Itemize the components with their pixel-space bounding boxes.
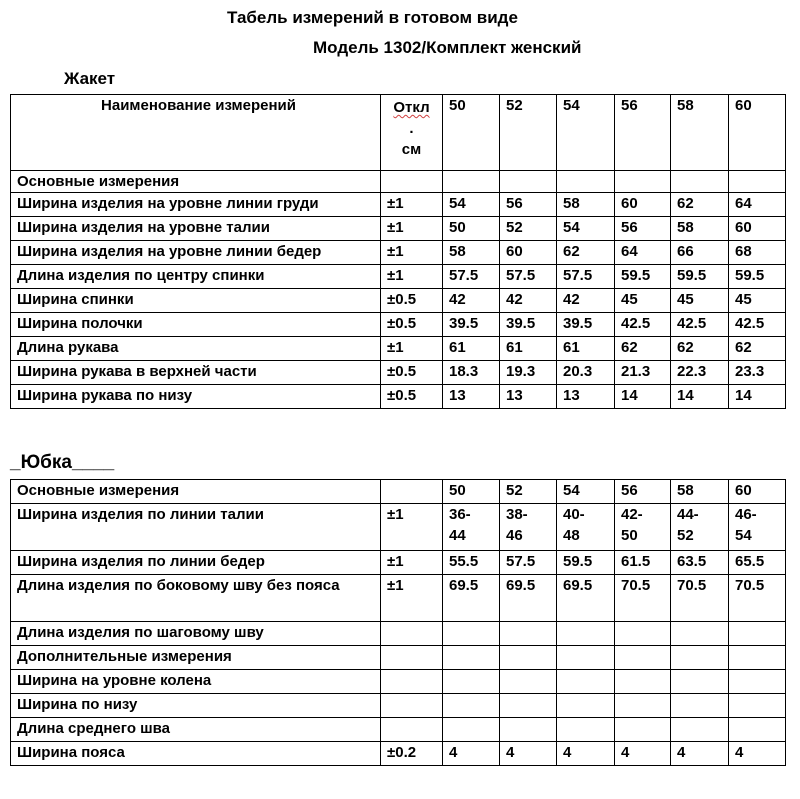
tolerance-cell: ±0.5: [381, 289, 443, 313]
size-value: [615, 694, 671, 718]
size-value: [500, 670, 557, 694]
size-value: [443, 646, 500, 670]
table-row: [11, 575, 786, 622]
jacket-measurements-table: [10, 94, 786, 409]
tolerance-cell: ±1: [381, 265, 443, 289]
size-value: 70.5: [671, 575, 729, 622]
jacket-section-row: [11, 171, 786, 193]
size-value: 69.5: [557, 575, 615, 622]
table-row: [11, 217, 786, 241]
document-subtitle: Модель 1302/Комплект женский: [313, 38, 582, 57]
size-value: 61: [557, 337, 615, 361]
size-value: 22.3: [671, 361, 729, 385]
size-header: 58: [671, 95, 729, 171]
size-value: 61: [443, 337, 500, 361]
size-value: 63.5: [671, 551, 729, 575]
size-value: [500, 718, 557, 742]
size-header: 50: [443, 95, 500, 171]
measurement-name: Ширина рукава по низу: [11, 385, 381, 409]
size-value: [729, 622, 786, 646]
size-value: 57.5: [500, 551, 557, 575]
size-value: 39.5: [557, 313, 615, 337]
size-value-line: 38-: [506, 506, 528, 523]
measurement-name: Ширина спинки: [11, 289, 381, 313]
tolerance-cell: ±1: [381, 217, 443, 241]
size-value: 4: [671, 742, 729, 766]
skirt-measurements-table: [10, 479, 786, 766]
size-value-line: 36-: [449, 506, 471, 523]
empty-cell: [381, 480, 443, 504]
size-value: [615, 504, 671, 551]
size-value: [615, 622, 671, 646]
measurement-name: Ширина изделия на уровне талии: [11, 217, 381, 241]
empty-cell: [443, 171, 500, 193]
table-row: [11, 337, 786, 361]
measurement-name: Длина изделия по центру спинки: [11, 265, 381, 289]
size-value: 42: [443, 289, 500, 313]
tolerance-cell: [381, 670, 443, 694]
table-row: [11, 361, 786, 385]
size-value: 19.3: [500, 361, 557, 385]
tolerance-cell: ±0.5: [381, 385, 443, 409]
size-value: 20.3: [557, 361, 615, 385]
size-value: 4: [729, 742, 786, 766]
size-value: 55.5: [443, 551, 500, 575]
size-value: 69.5: [500, 575, 557, 622]
size-value: [500, 622, 557, 646]
size-value: [500, 694, 557, 718]
table-row: [11, 193, 786, 217]
size-value: 62: [671, 193, 729, 217]
size-value: [557, 504, 615, 551]
tolerance-cell: [381, 622, 443, 646]
size-value: 42.5: [729, 313, 786, 337]
size-value: 58: [671, 217, 729, 241]
measurement-name: Ширина изделия по линии бедер: [11, 551, 381, 575]
size-value: 62: [557, 241, 615, 265]
size-value: 70.5: [729, 575, 786, 622]
size-value: 56: [615, 217, 671, 241]
size-value: 64: [615, 241, 671, 265]
tolerance-cell: [381, 694, 443, 718]
size-value: 61.5: [615, 551, 671, 575]
size-value: 4: [500, 742, 557, 766]
table-row: [11, 385, 786, 409]
measurement-name: Длина рукава: [11, 337, 381, 361]
size-value: 66: [671, 241, 729, 265]
jacket-header-row: [11, 95, 786, 171]
size-value: [671, 670, 729, 694]
size-value: [557, 622, 615, 646]
empty-cell: [671, 171, 729, 193]
table-row: [11, 241, 786, 265]
size-value: 60: [500, 241, 557, 265]
measurement-name: Ширина рукава в верхней части: [11, 361, 381, 385]
size-value: 4: [443, 742, 500, 766]
size-value: [443, 504, 500, 551]
size-value-line: 48: [563, 527, 580, 544]
table-row: [11, 265, 786, 289]
tolerance-cell: ±1: [381, 551, 443, 575]
tolerance-cell: ±0.2: [381, 742, 443, 766]
table-row: [11, 622, 786, 646]
measurement-name: Ширина по низу: [11, 694, 381, 718]
size-value: 42: [557, 289, 615, 313]
size-value-line: 44-: [677, 506, 699, 523]
tolerance-header-line3: см: [401, 141, 422, 158]
size-value: 14: [729, 385, 786, 409]
size-header: 56: [615, 480, 671, 504]
size-value: 42: [500, 289, 557, 313]
size-value: 65.5: [729, 551, 786, 575]
tolerance-cell: ±1: [381, 337, 443, 361]
skirt-rows: [11, 504, 786, 766]
size-value: 23.3: [729, 361, 786, 385]
size-value: [557, 646, 615, 670]
size-value: 39.5: [500, 313, 557, 337]
size-value: [443, 694, 500, 718]
tolerance-header: [381, 95, 443, 171]
table-row: [11, 694, 786, 718]
size-value: [500, 504, 557, 551]
size-value: [729, 718, 786, 742]
empty-cell: [557, 171, 615, 193]
size-value: [671, 622, 729, 646]
tolerance-cell: ±1: [381, 241, 443, 265]
size-value: 39.5: [443, 313, 500, 337]
size-value: [443, 718, 500, 742]
size-value: [615, 646, 671, 670]
size-value: [443, 622, 500, 646]
measurement-name: Длина среднего шва: [11, 718, 381, 742]
tolerance-cell: [381, 646, 443, 670]
size-value: 62: [729, 337, 786, 361]
size-value: 57.5: [500, 265, 557, 289]
size-header: 52: [500, 480, 557, 504]
measurement-name: Дополнительные измерения: [11, 646, 381, 670]
tolerance-cell: ±1: [381, 575, 443, 622]
size-value: [729, 504, 786, 551]
size-value: 58: [557, 193, 615, 217]
size-header: 58: [671, 480, 729, 504]
table-row: [11, 742, 786, 766]
section-label: Основные измерения: [11, 480, 381, 504]
size-value: 4: [557, 742, 615, 766]
size-header: 54: [557, 480, 615, 504]
size-value: 62: [615, 337, 671, 361]
tolerance-cell: ±1: [381, 504, 443, 551]
size-value-line: 40-: [563, 506, 585, 523]
measurement-name: Ширина изделия на уровне линии груди: [11, 193, 381, 217]
size-value: 69.5: [443, 575, 500, 622]
size-value: 61: [500, 337, 557, 361]
size-value: 54: [443, 193, 500, 217]
empty-cell: [729, 171, 786, 193]
size-value: 45: [729, 289, 786, 313]
size-header: 60: [729, 480, 786, 504]
size-value: 42.5: [615, 313, 671, 337]
size-value: [671, 694, 729, 718]
size-value: 57.5: [443, 265, 500, 289]
tolerance-header-line2: .: [409, 120, 414, 137]
skirt-heading: _Юбка____: [10, 452, 115, 473]
size-value-line: 46-: [735, 506, 757, 523]
size-value-line: 52: [677, 527, 694, 544]
measurement-name-header: Наименование измерений: [11, 95, 381, 171]
size-value: 14: [671, 385, 729, 409]
measurement-name: Ширина пояса: [11, 742, 381, 766]
size-value: 59.5: [615, 265, 671, 289]
size-value: [557, 670, 615, 694]
tolerance-cell: ±0.5: [381, 361, 443, 385]
empty-cell: [500, 171, 557, 193]
tolerance-cell: ±0.5: [381, 313, 443, 337]
size-value: 68: [729, 241, 786, 265]
size-value: 18.3: [443, 361, 500, 385]
size-value: [671, 718, 729, 742]
table-row: [11, 718, 786, 742]
size-header: 52: [500, 95, 557, 171]
size-value: 60: [729, 217, 786, 241]
size-value: 50: [443, 217, 500, 241]
size-value: 58: [443, 241, 500, 265]
size-value: [557, 718, 615, 742]
size-value: [671, 646, 729, 670]
size-value: 54: [557, 217, 615, 241]
section-label: Основные измерения: [11, 171, 381, 193]
tolerance-cell: [381, 718, 443, 742]
measurement-name: Ширина изделия по линии талии: [11, 504, 381, 551]
empty-cell: [615, 171, 671, 193]
size-value: 62: [671, 337, 729, 361]
table-row: [11, 551, 786, 575]
size-value-line: 46: [506, 527, 523, 544]
table-row: [11, 646, 786, 670]
size-header: 50: [443, 480, 500, 504]
table-row: [11, 289, 786, 313]
size-value: 45: [615, 289, 671, 313]
size-value: 57.5: [557, 265, 615, 289]
table-row: [11, 504, 786, 551]
size-value: 59.5: [729, 265, 786, 289]
measurement-name: Ширина изделия на уровне линии бедер: [11, 241, 381, 265]
size-value: [729, 694, 786, 718]
size-value: 4: [615, 742, 671, 766]
size-value: 52: [500, 217, 557, 241]
size-value: [500, 646, 557, 670]
size-value: 59.5: [671, 265, 729, 289]
size-value: 13: [500, 385, 557, 409]
size-value: [671, 504, 729, 551]
size-header: 60: [729, 95, 786, 171]
size-value-line: 54: [735, 527, 752, 544]
table-row: [11, 313, 786, 337]
size-value-line: 42-: [621, 506, 643, 523]
measurement-name: Длина изделия по боковому шву без пояса: [11, 575, 381, 622]
size-value: 56: [500, 193, 557, 217]
size-value: 64: [729, 193, 786, 217]
size-value: 13: [557, 385, 615, 409]
size-value: 45: [671, 289, 729, 313]
jacket-rows: [11, 193, 786, 409]
size-value: [615, 718, 671, 742]
size-value: 70.5: [615, 575, 671, 622]
document-title: Табель измерений в готовом виде: [227, 8, 518, 27]
measurement-name: Длина изделия по шаговому шву: [11, 622, 381, 646]
size-value: 14: [615, 385, 671, 409]
size-value: [443, 670, 500, 694]
size-header: 54: [557, 95, 615, 171]
size-value: 42.5: [671, 313, 729, 337]
skirt-header-row: [11, 480, 786, 504]
size-value: 21.3: [615, 361, 671, 385]
size-header: 56: [615, 95, 671, 171]
measurement-name: Ширина полочки: [11, 313, 381, 337]
jacket-heading: Жакет: [64, 69, 116, 88]
size-value: 13: [443, 385, 500, 409]
tolerance-header-line1: Откл: [393, 99, 430, 116]
measurement-name: Ширина на уровне колена: [11, 670, 381, 694]
size-value: [729, 646, 786, 670]
table-row: [11, 670, 786, 694]
size-value: 59.5: [557, 551, 615, 575]
size-value-line: 50: [621, 527, 638, 544]
size-value: [729, 670, 786, 694]
size-value: [615, 670, 671, 694]
size-value: 60: [615, 193, 671, 217]
size-value-line: 44: [449, 527, 466, 544]
size-value: [557, 694, 615, 718]
empty-cell: [381, 171, 443, 193]
tolerance-cell: ±1: [381, 193, 443, 217]
